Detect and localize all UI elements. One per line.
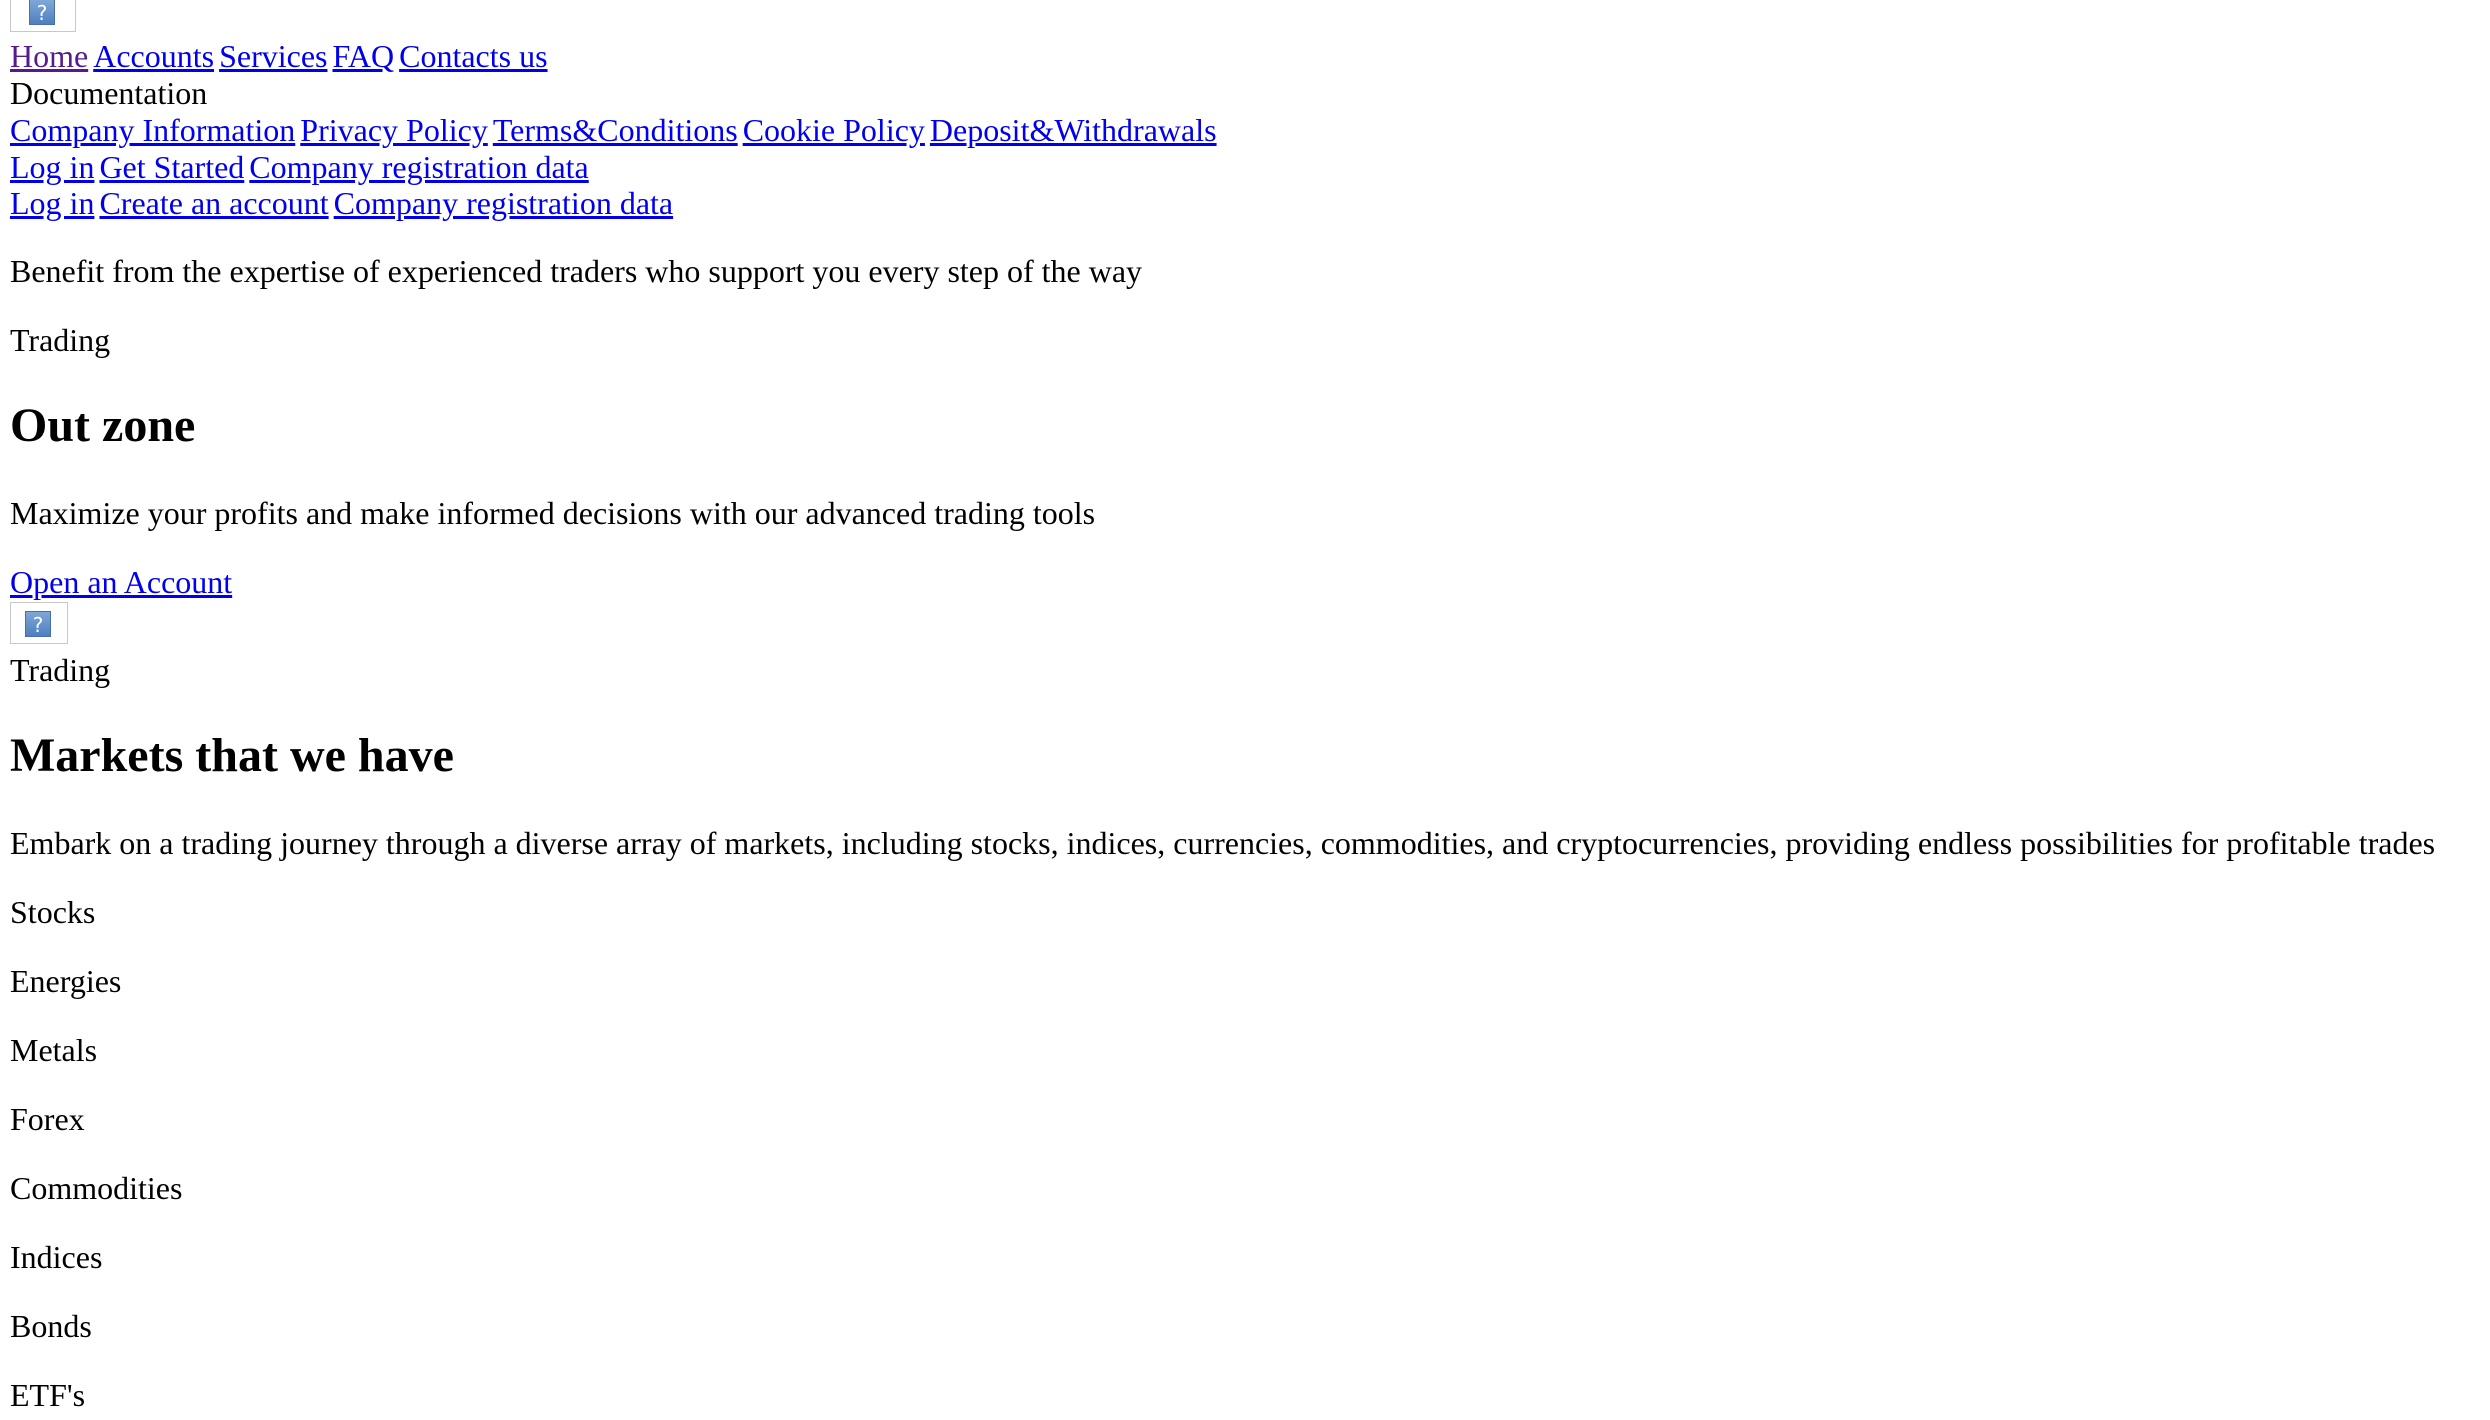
create-account-link[interactable]: Create an account <box>99 185 329 221</box>
main-nav <box>10 38 553 75</box>
get-started-link[interactable]: Get Started <box>99 149 245 185</box>
open-account-button[interactable]: Open an Account <box>10 564 233 600</box>
hero-eyebrow: Trading <box>10 322 111 358</box>
market-item-indices: Indices <box>10 1239 103 1275</box>
doc-deposit-withdrawals-link[interactable]: Deposit&Withdrawals <box>929 112 1217 148</box>
markets-description: Embark on a trading journey through a diverse array of markets, including stocks, indices, currencies, commodities, and cryptocurrencies, providing endless possibilities for profitable trades <box>10 825 2436 861</box>
market-item-forex: Forex <box>10 1101 85 1137</box>
market-item-bonds: Bonds <box>10 1308 92 1344</box>
market-item-stocks: Stocks <box>10 894 96 930</box>
doc-privacy-policy-link[interactable]: Privacy Policy <box>300 112 488 148</box>
doc-cookie-policy-link[interactable]: Cookie Policy <box>742 112 925 148</box>
hero-image <box>10 602 68 644</box>
doc-company-information-link[interactable]: Company Information <box>10 112 296 148</box>
nav-accounts-link[interactable]: Accounts <box>93 38 215 74</box>
logo-image[interactable] <box>10 0 76 32</box>
auth-links-primary <box>10 149 594 186</box>
nav-faq-link[interactable]: FAQ <box>332 38 395 74</box>
doc-terms-link[interactable]: Terms&Conditions <box>492 112 738 148</box>
login-link[interactable]: Log in <box>10 185 95 221</box>
markets-title: Markets that we have <box>10 729 454 782</box>
market-item-energies: Energies <box>10 963 122 999</box>
nav-contacts-link[interactable]: Contacts us <box>399 38 548 74</box>
nav-home-link[interactable]: Home <box>10 38 89 74</box>
documentation-nav <box>10 112 1222 149</box>
market-item-etfs: ETF's <box>10 1377 86 1413</box>
broken-image-icon: ? <box>29 0 55 25</box>
documentation-label: Documentation <box>10 75 208 111</box>
hero-description: Maximize your profits and make informed decisions with our advanced trading tools <box>10 495 1096 531</box>
nav-services-link[interactable]: Services <box>219 38 328 74</box>
market-item-commodities: Commodities <box>10 1170 183 1206</box>
markets-eyebrow: Trading <box>10 652 111 688</box>
hero-title: Out zone <box>10 399 196 452</box>
broken-image-icon: ? <box>25 611 51 637</box>
company-registration-link[interactable]: Company registration data <box>249 149 589 185</box>
login-link[interactable]: Log in <box>10 149 95 185</box>
hero-tagline: Benefit from the expertise of experienced traders who support you every step of the way <box>10 253 1143 289</box>
auth-links-secondary <box>10 185 678 222</box>
company-registration-link[interactable]: Company registration data <box>333 185 674 221</box>
market-item-metals: Metals <box>10 1032 98 1068</box>
